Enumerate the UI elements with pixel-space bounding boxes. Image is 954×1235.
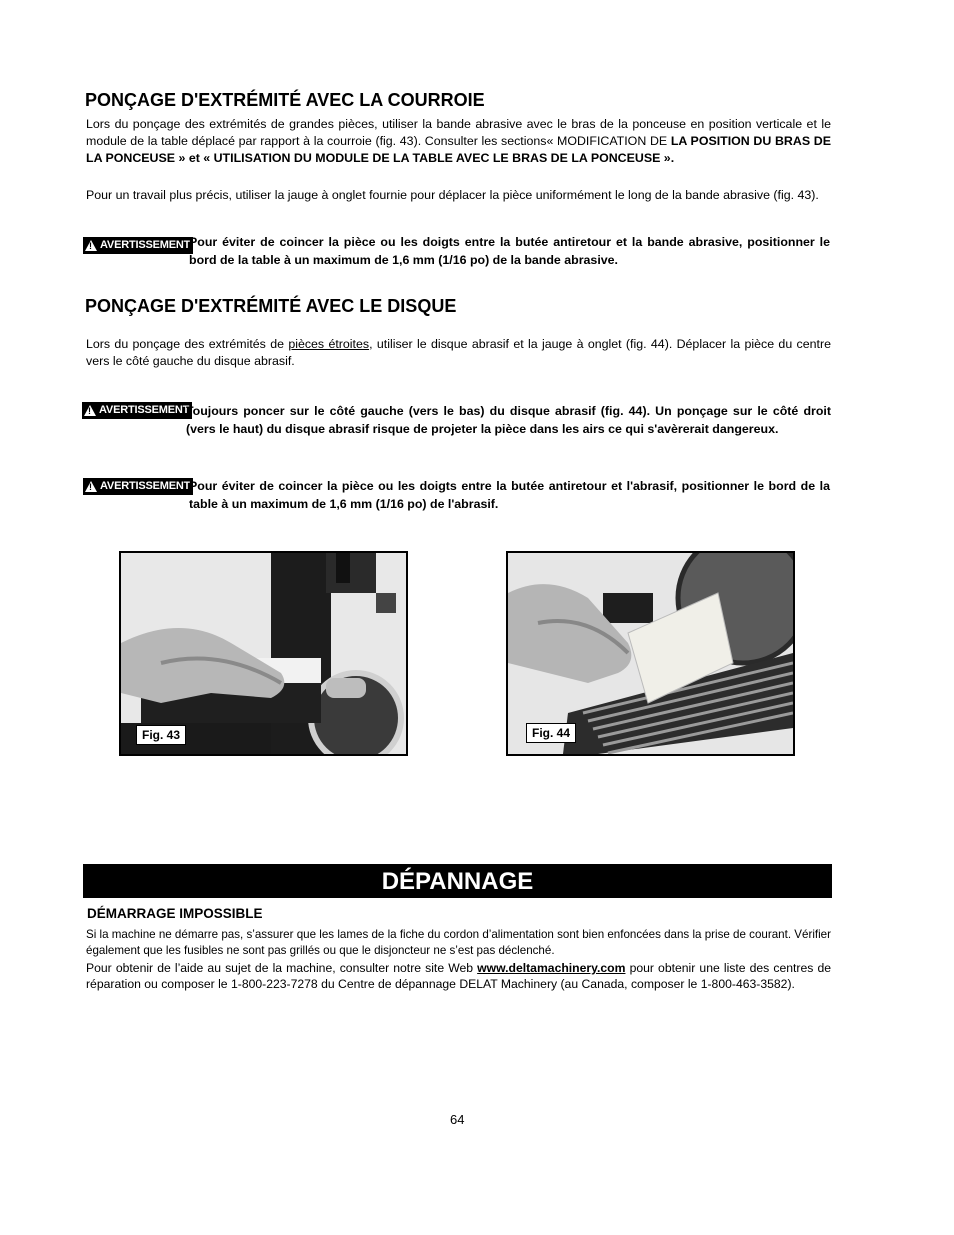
warning-triangle-icon <box>85 240 97 251</box>
belt-paragraph-1 <box>86 116 831 167</box>
belt-paragraph-2: Pour un travail plus précis, utiliser la jauge à onglet fournie pour déplacer la pièce uniformément le long de la bande abrasive (fig. 43). <box>86 188 819 202</box>
warning-badge-label: AVERTISSEMENT <box>100 239 191 251</box>
troubleshooting-banner: DÉPANNAGE <box>83 864 832 898</box>
figure-43-label: Fig. 43 <box>136 725 186 745</box>
disc-paragraph-1 <box>86 336 831 370</box>
warning-badge-label: AVERTISSEMENT <box>99 404 190 416</box>
disc-paragraph-1-text-a: Lors du ponçage des extrémités de <box>86 337 289 351</box>
disc-warning-2-text: Pour éviter de coincer la pièce ou les doigts entre la butée antiretour et l'abrasif, positionner le bord de la table à un maximum de 1,6 mm (1/16 po) de l'abrasif. <box>189 479 830 511</box>
belt-paragraph-1-text: Lors du ponçage des extrémités de grandes pièces, utiliser la bande abrasive avec le bras de la ponceuse en position verticale et le module de la table déplacé par rapport à la courroie (fig. 43). Consulter les sections« MODIFICATION DE <box>86 117 831 148</box>
belt-warning-text: Pour éviter de coincer la pièce ou les doigts entre la butée antiretour et la bande abrasive, positionner le bord de la table à un maximum de 1,6 mm (1/16 po) de la bande abrasive. <box>189 235 830 267</box>
troubleshooting-subtitle: DÉMARRAGE IMPOSSIBLE <box>87 906 263 921</box>
disc-paragraph-1-underlined: pièces étroites <box>288 337 370 351</box>
warning-badge <box>83 478 193 495</box>
warning-badge <box>83 237 193 254</box>
warning-badge <box>82 402 192 419</box>
section-title-disc: PONÇAGE D'EXTRÉMITÉ AVEC LE DISQUE <box>85 296 457 316</box>
warning-triangle-icon <box>85 481 97 492</box>
warning-triangle-icon <box>84 405 96 416</box>
troubleshooting-paragraph-2-text-a: Pour obtenir de l’aide au sujet de la machine, consulter notre site Web <box>86 961 478 975</box>
troubleshooting-paragraph-2 <box>86 960 831 992</box>
page-number: 64 <box>450 1112 465 1127</box>
belt-paragraph-1-bold: LA POSITION DU BRAS DE LA PONCEUSE » et « UTILISATION DU MODULE DE LA TABLE AVEC LE BRAS DE LA PONCEUSE ». <box>86 134 831 165</box>
figure-44-photo <box>506 551 795 756</box>
section-title-belt: PONÇAGE D'EXTRÉMITÉ AVEC LA COURROIE <box>85 90 485 110</box>
warning-badge-label: AVERTISSEMENT <box>100 480 191 492</box>
figure-43-photo <box>119 551 408 756</box>
figure-43-illustration <box>121 553 406 754</box>
website-link[interactable]: www.deltamachinery.com <box>477 961 626 975</box>
disc-paragraph-1-text-b: , utiliser le disque abrasif et la jauge à onglet (fig. 44). Déplacer la pièce du centre vers le côté gauche du disque abrasif. <box>86 337 831 368</box>
troubleshooting-paragraph-2-text-b: pour obtenir une liste des centres de réparation ou composer le 1-800-223-7278 du Centre de dépannage DELAT Machinery (au Canada, composer le 1-800-463-3582). <box>86 961 831 991</box>
figure-44-label: Fig. 44 <box>526 723 576 743</box>
troubleshooting-paragraph-1: Si la machine ne démarre pas, s’assurer que les lames de la fiche du cordon d’alimentation sont bien enfoncées dans la prise de courant. Vérifier également que les fusibles ne sont pas grillés ou que le disjoncteur ne s’est pas déclenché. <box>86 928 831 957</box>
disc-warning-1-text: Toujours poncer sur le côté gauche (vers le bas) du disque abrasif (fig. 44). Un ponçage sur le côté droit (vers le haut) du disque abrasif risque de projeter la pièce dans les airs ce qui s'avèrerait dangereux. <box>186 404 831 436</box>
